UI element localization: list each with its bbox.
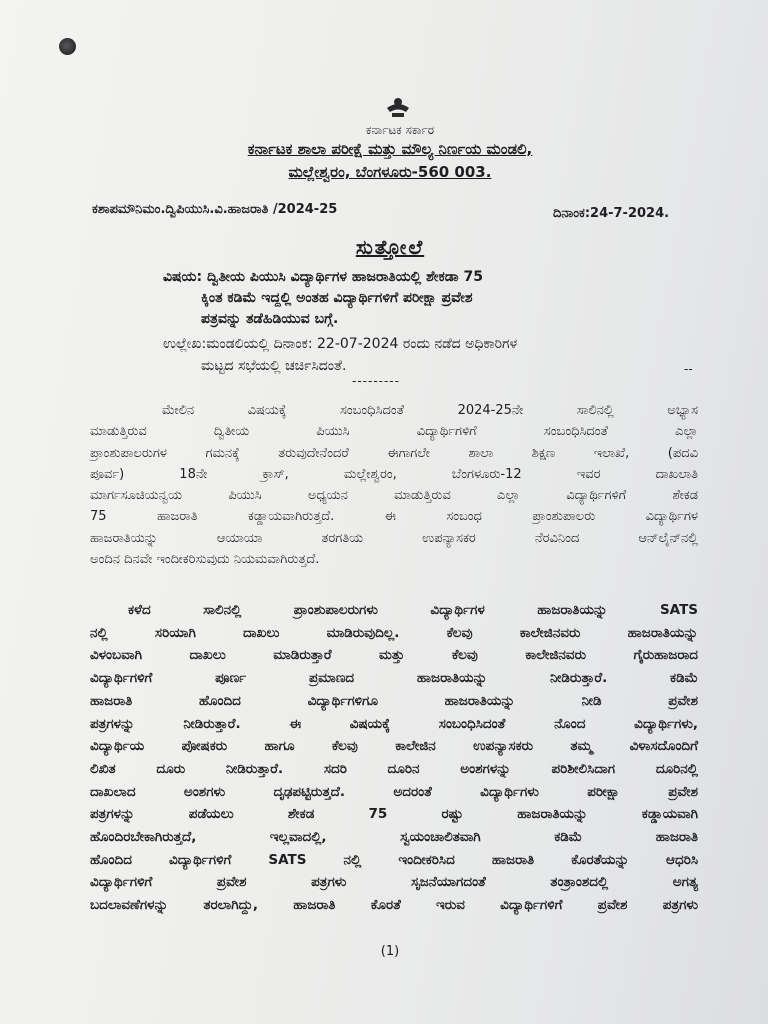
circular-date: ದಿನಾಂಕ:24-7-2024.: [553, 206, 670, 221]
paragraph-line: ಹಾಜರಾತಿಯನ್ನು ಆಯಾಯಾ ತರಗತಿಯ ಉಪನ್ಯಾಸಕರ ನೆರವಿನಿಂದ ಆನ್‌ಲೈನ್‌ನಲ್ಲಿ: [90, 530, 698, 546]
paragraph-line: ಪತ್ರಗಳನ್ನು ನೀಡಿರುತ್ತಾರೆ. ಈ ವಿಷಯಕ್ಕೆ ಸಂಬಂಧಿಸಿದಂತೆ ನೊಂದ ವಿದ್ಯಾರ್ಥಿಗಳು,: [90, 715, 698, 732]
paragraph-line: ಹೊಂದಿದ ವಿದ್ಯಾರ್ಥಿಗಳಿಗೆ SATS ನಲ್ಲಿ ಇಂದೀಕರಿಸಿದ ಹಾಜರಾತಿ ಕೊರತೆಯನ್ನು ಆಧರಿಸಿ: [90, 851, 698, 868]
paragraph-line: ಅಂದಿನ ದಿನವೇ ಇಂದೀಕರಿಸುವುದು ನಿಯಮವಾಗಿರುತ್ತದೆ.: [90, 552, 320, 568]
state-emblem-icon: [384, 96, 412, 120]
paragraph-line: ಬದಲಾವಣೆಗಳನ್ನು ತರಲಾಗಿದ್ದು, ಹಾಜರಾತಿ ಕೊರತೆ ಇರುವ ವಿದ್ಯಾರ್ಥಿಗಳಿಗೆ ಪ್ರವೇಶ ಪತ್ರಗಳು: [90, 897, 698, 914]
paragraph-line: ಲಿಖಿತ ದೂರು ನೀಡಿರುತ್ತಾರೆ. ಸದರಿ ದೂರಿನ ಅಂಶಗಳನ್ನು ಪರಿಶೀಲಿಸಿದಾಗ ದೂರಿನಲ್ಲಿ: [90, 760, 698, 777]
subject-line: ಕ್ಕಿಂತ ಕಡಿಮೆ ಇದ್ದಲ್ಲಿ ಅಂತಹ ವಿದ್ಯಾರ್ಥಿಗಳಿಗೆ ಪರೀಕ್ಷಾ ಪ್ರವೇಶ: [201, 290, 473, 306]
paragraph-line: ಕಳೆದ ಸಾಲಿನಲ್ಲಿ ಪ್ರಾಂಶುಪಾಲರುಗಳು ವಿದ್ಯಾರ್ಥಿಗಳ ಹಾಜರಾತಿಯನ್ನು SATS: [128, 602, 698, 618]
page-number: (1): [380, 944, 400, 959]
paragraph-line: ಪೂರ್ವ) 18ನೇ ಕ್ರಾಸ್, ಮಲ್ಲೇಶ್ವರಂ, ಬೆಂಗಳೂರು-12 ಇವರ ದಾಖಲಾತಿ: [90, 466, 698, 482]
paragraph-line: ದಾಖಲಾದ ಅಂಶಗಳು ದೃಢಪಟ್ಟಿರುತ್ತದೆ. ಅದರಂತೆ ವಿದ್ಯಾರ್ಥಿಗಳು ಪರೀಕ್ಷಾ ಪ್ರವೇಶ: [90, 783, 698, 800]
paragraph-line: ಮಾರ್ಗಸೂಚಿಯನ್ವಯ ಪಿಯುಸಿ ಅಧ್ಯಯನ ಮಾಡುತ್ತಿರುವ ಎಲ್ಲಾ ವಿದ್ಯಾರ್ಥಿಗಳಿಗೆ ಶೇಕಡ: [90, 488, 698, 504]
paragraph-line: ವಿದ್ಯಾರ್ಥಿಗಳಿಗೆ ಪೂರ್ಣ ಪ್ರಮಾಣದ ಹಾಜರಾತಿಯನ್ನು ನೀಡಿರುತ್ತಾರೆ. ಕಡಿಮೆ: [90, 670, 698, 687]
paragraph-line: ವಿದ್ಯಾರ್ಥಿಗಳಿಗೆ ಪ್ರವೇಶ ಪತ್ರಗಳು ಸೃಜನೆಯಾಗದಂತೆ ತಂತ್ರಾಂಶದಲ್ಲಿ ಅಗತ್ಯ: [90, 874, 698, 891]
trailing-dashes: --: [684, 362, 693, 376]
government-name: ಕರ್ನಾಟಕ ಸರ್ಕಾರ: [365, 123, 435, 137]
paragraph-line: ಮೇಲಿನ ವಿಷಯಕ್ಕೆ ಸಂಬಂಧಿಸಿದಂತೆ 2024-25ನೇ ಸಾಲಿನಲ್ಲಿ ಅಭ್ಯಾಸ: [162, 403, 698, 418]
reference-block: [163, 333, 693, 377]
paragraph-line: ವಿದ್ಯಾರ್ಥಿಯ ಪೋಷಕರು ಹಾಗೂ ಕೆಲವು ಕಾಲೇಜಿನ ಉಪನ್ಯಾಸಕರು ತಮ್ಮ ವಿಳಾಸದೊಂದಿಗೆ: [90, 738, 698, 755]
paragraph-line: ಪ್ರಾಂಶುಪಾಲರುಗಳ ಗಮನಕ್ಕೆ ತರುವುದೇನೆಂದರೆ ಈಗಾಗಲೇ ಶಾಲಾ ಶಿಕ್ಷಣ ಇಲಾಖೆ, (ಪದವಿ: [90, 445, 698, 461]
paragraph-line: ಹೊಂದಿರಬೇಕಾಗಿರುತ್ತದೆ, ಇಲ್ಲವಾದಲ್ಲಿ, ಸ್ವಯಂಚಾಲಿತವಾಗಿ ಕಡಿಮೆ ಹಾಜರಾತಿ: [90, 829, 698, 846]
paragraph-line: ನಲ್ಲಿ ಸರಿಯಾಗಿ ದಾಖಲು ಮಾಡಿರುವುದಿಲ್ಲ. ಕೆಲವು ಕಾಲೇಜಿನವರು ಹಾಜರಾತಿಯನ್ನು: [90, 624, 698, 641]
paragraph-line: ಮಾಡುತ್ತಿರುವ ದ್ವಿತೀಯ ಪಿಯುಸಿ ವಿದ್ಯಾರ್ಥಿಗಳಿಗೆ ಸಂಬಂಧಿಸಿದಂತೆ ಎಲ್ಲಾ: [90, 424, 698, 440]
reference-line: ಮಟ್ಟದ ಸಭೆಯಲ್ಲಿ ಚರ್ಚಿಸಿದಂತೆ.: [201, 358, 347, 374]
reference-line: ಉಲ್ಲೇಖ:ಮಂಡಲಿಯಲ್ಲಿ ದಿನಾಂಕ: 22-07-2024 ರಂದು ನಡೆದ ಅಧಿಕಾರಿಗಳ: [163, 336, 518, 352]
paragraph-line: ಹಾಜರಾತಿ ಹೊಂದಿದ ವಿದ್ಯಾರ್ಥಿಗಳಿಗೂ ಹಾಜರಾತಿಯನ್ನು ನೀಡಿ ಪ್ರವೇಶ: [90, 692, 698, 709]
punch-hole: [59, 38, 76, 55]
reference-number: ಕಶಾಪಮೌನಿಮಂ.ದ್ವಿಪಿಯುಸಿ.ವಿ.ಹಾಜರಾತಿ /2024-25: [92, 202, 338, 217]
paragraph-line: ಪತ್ರಗಳನ್ನು ಪಡೆಯಲು ಶೇಕಡ 75 ರಷ್ಟು ಹಾಜರಾತಿಯನ್ನು ಕಡ್ಡಾಯವಾಗಿ: [90, 806, 698, 823]
paragraph-two: [90, 599, 698, 917]
paragraph-line: 75 ಹಾಜರಾತಿ ಕಡ್ಡಾಯವಾಗಿರುತ್ತದೆ. ಈ ಸಂಬಂಧ ಪ್ರಾಂಶುಪಾಲರು ವಿದ್ಯಾರ್ಥಿಗಳ: [90, 509, 698, 525]
circular-title: ಸುತ್ತೋಲೆ: [355, 235, 425, 259]
section-separator: ---------: [352, 374, 400, 388]
subject-line: ವಿಷಯ: ದ್ವಿತೀಯ ಪಿಯುಸಿ ವಿದ್ಯಾರ್ಥಿಗಳ ಹಾಜರಾತಿಯಲ್ಲಿ ಶೇಕಡಾ 75: [163, 269, 483, 285]
subject-block: [163, 267, 693, 330]
subject-line: ಪತ್ರವನ್ನು ತಡೆಹಿಡಿಯುವ ಬಗ್ಗೆ.: [201, 311, 339, 327]
board-name: ಕರ್ನಾಟಕ ಶಾಲಾ ಪರೀಕ್ಷೆ ಮತ್ತು ಮೌಲ್ಯ ನಿರ್ಣಯ ಮಂಡಲಿ,: [247, 140, 533, 158]
board-address: ಮಲ್ಲೇಶ್ವರಂ, ಬೆಂಗಳೂರು-560 003.: [288, 163, 492, 181]
paragraph-line: ವಿಳಂಬವಾಗಿ ದಾಖಲು ಮಾಡಿರುತ್ತಾರೆ ಮತ್ತು ಕೆಲವು ಕಾಲೇಜಿನವರು ಗೈರುಹಾಜರಾದ: [90, 647, 698, 664]
paragraph-one: [90, 400, 698, 570]
